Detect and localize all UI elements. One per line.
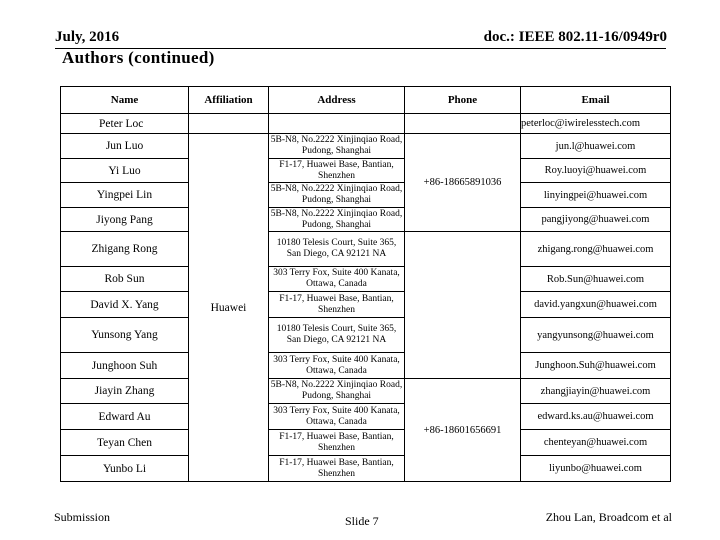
table-row <box>61 134 671 159</box>
authors-table <box>60 86 671 482</box>
author-address: F1-17, Huawei Base, Bantian, Shenzhen <box>269 292 405 318</box>
author-email: Rob.Sun@huawei.com <box>521 267 671 292</box>
author-email: chenteyan@huawei.com <box>521 430 671 456</box>
column-header-email: Email <box>521 87 671 114</box>
column-header-affiliation: Affiliation <box>189 87 269 114</box>
table-row <box>61 404 671 430</box>
table-row <box>61 456 671 482</box>
author-email: pangjiyong@huawei.com <box>521 208 671 232</box>
table-row <box>61 267 671 292</box>
table-row <box>61 430 671 456</box>
author-email: david.yangxun@huawei.com <box>521 292 671 318</box>
author-address: 303 Terry Fox, Suite 400 Kanata, Ottawa, Canada <box>269 353 405 379</box>
author-name: Junghoon Suh <box>61 353 189 379</box>
table-row <box>61 379 671 404</box>
author-email: Junghoon.Suh@huawei.com <box>521 353 671 379</box>
author-email: jun.l@huawei.com <box>521 134 671 159</box>
table-row <box>61 114 671 134</box>
column-header-address: Address <box>269 87 405 114</box>
slide-title: Authors (continued) <box>62 48 215 67</box>
author-email: yangyunsong@huawei.com <box>521 318 671 353</box>
author-name: Peter Loc <box>61 114 189 134</box>
author-name: Yunbo Li <box>61 456 189 482</box>
table-header-row <box>61 87 671 114</box>
author-address: 5B-N8, No.2222 Xinjinqiao Road, Pudong, Shanghai <box>269 134 405 159</box>
footer-slide-number: Slide 7 <box>345 514 379 528</box>
author-address: 10180 Telesis Court, Suite 365, San Diego, CA 92121 NA <box>269 232 405 267</box>
footer-submission: Submission <box>54 510 111 524</box>
author-name: Edward Au <box>61 404 189 430</box>
author-email: linyingpei@huawei.com <box>521 183 671 208</box>
author-address: F1-17, Huawei Base, Bantian, Shenzhen <box>269 456 405 482</box>
phone-cell: +86-18601656691 <box>405 379 521 482</box>
author-name: Yunsong Yang <box>61 318 189 353</box>
author-name: Yi Luo <box>61 159 189 183</box>
author-name: Zhigang Rong <box>61 232 189 267</box>
author-address: F1-17, Huawei Base, Bantian, Shenzhen <box>269 430 405 456</box>
author-address: 5B-N8, No.2222 Xinjinqiao Road, Pudong, Shanghai <box>269 183 405 208</box>
author-address: F1-17, Huawei Base, Bantian, Shenzhen <box>269 159 405 183</box>
author-email: zhangjiayin@huawei.com <box>521 379 671 404</box>
affiliation-cell: Huawei <box>189 134 269 482</box>
column-header-phone: Phone <box>405 87 521 114</box>
header-date: July, 2016 <box>55 29 120 45</box>
author-name: Yingpei Lin <box>61 183 189 208</box>
author-address: 303 Terry Fox, Suite 400 Kanata, Ottawa, Canada <box>269 404 405 430</box>
author-email: edward.ks.au@huawei.com <box>521 404 671 430</box>
table-row <box>61 353 671 379</box>
author-address: 303 Terry Fox, Suite 400 Kanata, Ottawa, Canada <box>269 267 405 292</box>
author-name: Rob Sun <box>61 267 189 292</box>
phone-cell: +86-18665891036 <box>405 134 521 232</box>
author-address: 10180 Telesis Court, Suite 365, San Diego, CA 92121 NA <box>269 318 405 353</box>
table-row <box>61 318 671 353</box>
author-name: Jun Luo <box>61 134 189 159</box>
table-row <box>61 232 671 267</box>
author-email: zhigang.rong@huawei.com <box>521 232 671 267</box>
author-name: Teyan Chen <box>61 430 189 456</box>
table-row <box>61 159 671 183</box>
table-row <box>61 292 671 318</box>
author-email: liyunbo@huawei.com <box>521 456 671 482</box>
author-email: peterloc@iwirelesstech.com <box>521 114 671 134</box>
author-address: 5B-N8, No.2222 Xinjinqiao Road, Pudong, Shanghai <box>269 208 405 232</box>
author-name: David X. Yang <box>61 292 189 318</box>
author-name: Jiayin Zhang <box>61 379 189 404</box>
table-row <box>61 208 671 232</box>
author-address: 5B-N8, No.2222 Xinjinqiao Road, Pudong, Shanghai <box>269 379 405 404</box>
column-header-name: Name <box>61 87 189 114</box>
footer-author: Zhou Lan, Broadcom et al <box>545 510 672 524</box>
header-doc-id: doc.: IEEE 802.11-16/0949r0 <box>483 29 667 45</box>
table-row <box>61 183 671 208</box>
author-email: Roy.luoyi@huawei.com <box>521 159 671 183</box>
author-name: Jiyong Pang <box>61 208 189 232</box>
